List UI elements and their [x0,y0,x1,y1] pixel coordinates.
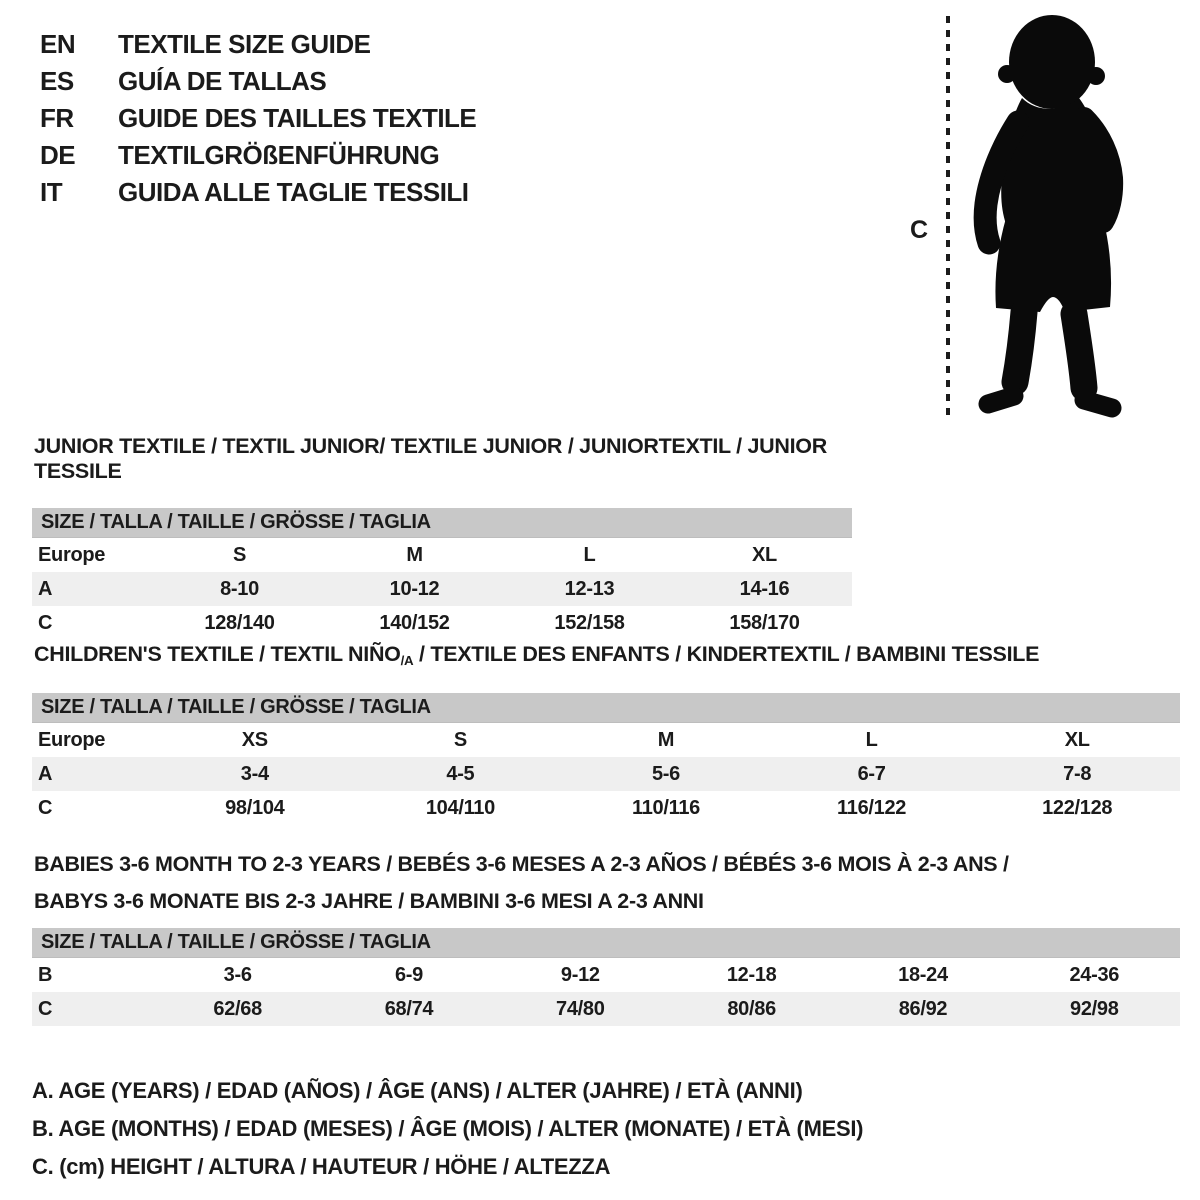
size-cell: 4-5 [446,762,475,785]
size-cell: 24-36 [1069,963,1120,986]
height-measure-dashed-line [946,16,950,418]
size-cell: 158/170 [729,611,800,634]
measure-legend [32,1072,863,1186]
section-title: JUNIOR TEXTILE / TEXTIL JUNIOR/ TEXTILE JUNIOR / JUNIORTEXTIL / JUNIOR TESSILE [34,434,827,483]
table-rows [32,538,852,640]
table-rows [32,958,1180,1026]
size-header-bar: SIZE / TALLA / TAILLE / GRÖSSE / TAGLIA [32,693,1180,723]
size-cell: XS [241,728,268,751]
legend-line-b: B. AGE (MONTHS) / EDAD (MESES) / ÂGE (MOIS) / ALTER (MONATE) / ETÀ (MESI) [32,1116,864,1141]
size-cell: 122/128 [1042,796,1113,819]
table-row [32,606,852,640]
lang-title: GUIDA ALLE TAGLIE TESSILI [118,177,469,207]
size-cell: 14-16 [739,577,790,600]
toddler-silhouette-image [960,12,1140,418]
size-cell: XL [1064,728,1090,751]
babies-textile-section [32,846,1180,1026]
lang-row-it [40,174,476,211]
size-cell: S [232,543,247,566]
size-cell: 6-7 [857,762,886,785]
size-cell: 7-8 [1063,762,1092,785]
size-cell: 116/122 [837,796,907,819]
size-cell: 18-24 [898,963,948,986]
size-cell: 8-10 [220,577,259,600]
lang-code: ES [40,66,74,96]
lang-code: FR [40,103,74,133]
row-label: C [38,611,53,634]
size-cell: 3-6 [223,963,252,986]
size-cell: 86/92 [898,997,948,1020]
legend-line-c: C. (cm) HEIGHT / ALTURA / HAUTEUR / HÖHE / ALTEZZA [32,1154,611,1179]
size-cell: 12-13 [564,577,615,600]
row-label: A [38,762,53,785]
legend-line-a: A. AGE (YEARS) / EDAD (AÑOS) / ÂGE (ANS) / ALTER (JAHRE) / ETÀ (ANNI) [32,1078,803,1103]
size-cell: 10-12 [389,577,440,600]
table-row [32,723,1180,757]
title-text: CHILDREN'S TEXTILE / TEXTIL NIÑO [34,642,401,666]
size-cell: 152/158 [554,611,625,634]
size-cell: 74/80 [556,997,605,1020]
table-row [32,791,1180,825]
size-cell: L [583,543,596,566]
title-subscript: /A [400,653,414,668]
table-row [32,572,852,606]
table-row [32,992,1180,1026]
childrens-textile-section [32,642,1180,825]
size-cell: XL [752,543,777,566]
children-size-table [32,693,1180,825]
lang-row-fr [40,100,476,137]
table-row [32,757,1180,791]
row-label: A [38,577,53,600]
size-cell: 5-6 [651,762,680,785]
row-label: Europe [38,543,106,566]
table-row [32,538,852,572]
size-cell: 9-12 [560,963,600,986]
lang-title: GUIDE DES TAILLES TEXTILE [118,103,477,133]
lang-title: GUÍA DE TALLAS [118,66,327,96]
size-cell: 12-18 [726,963,777,986]
row-label: B [38,963,53,986]
size-header-bar: SIZE / TALLA / TAILLE / GRÖSSE / TAGLIA [32,928,1180,958]
size-cell: 140/152 [379,611,450,634]
row-label: C [38,796,53,819]
size-cell: 128/140 [204,611,275,634]
size-cell: 6-9 [394,963,423,986]
junior-textile-section [32,434,852,640]
height-measure-label: C [910,216,929,244]
lang-code: IT [40,177,63,207]
lang-row-es [40,63,476,100]
table-row [32,958,1180,992]
size-cell: 80/86 [727,997,776,1020]
title-line-1: BABIES 3-6 MONTH TO 2-3 YEARS / BEBÉS 3-6 MESES A 2-3 AÑOS / BÉBÉS 3-6 MOIS À 2-3 ANS / [34,852,1009,876]
size-cell: 104/110 [425,796,495,819]
size-cell: S [453,728,467,751]
size-cell: L [865,728,878,751]
size-cell: 98/104 [225,796,285,819]
title-line-2: BABYS 3-6 MONATE BIS 2-3 JAHRE / BAMBINI 3-6 MESI A 2-3 ANNI [34,889,704,913]
lang-title: TEXTILE SIZE GUIDE [118,29,371,59]
section-title [34,846,1180,920]
babies-size-table [32,928,1180,1026]
junior-size-table [32,508,852,640]
lang-code: DE [40,140,76,170]
size-cell: 110/116 [631,796,700,819]
lang-row-en [40,26,476,63]
section-title [34,642,1180,669]
lang-row-de [40,137,476,174]
size-cell: M [406,543,423,566]
language-title-list [40,26,476,211]
size-cell: 68/74 [384,997,434,1020]
table-rows [32,723,1180,825]
row-label: C [38,997,53,1020]
size-header-bar: SIZE / TALLA / TAILLE / GRÖSSE / TAGLIA [32,508,852,538]
size-cell: 3-4 [240,762,269,785]
size-cell: 92/98 [1070,997,1119,1020]
row-label: Europe [38,728,106,751]
lang-title: TEXTILGRÖßENFÜHRUNG [118,140,440,170]
size-cell: M [657,728,675,751]
title-text: / TEXTILE DES ENFANTS / KINDERTEXTIL / BAMBINI TESSILE [413,642,1040,666]
lang-code: EN [40,29,76,59]
size-cell: 62/68 [213,997,262,1020]
